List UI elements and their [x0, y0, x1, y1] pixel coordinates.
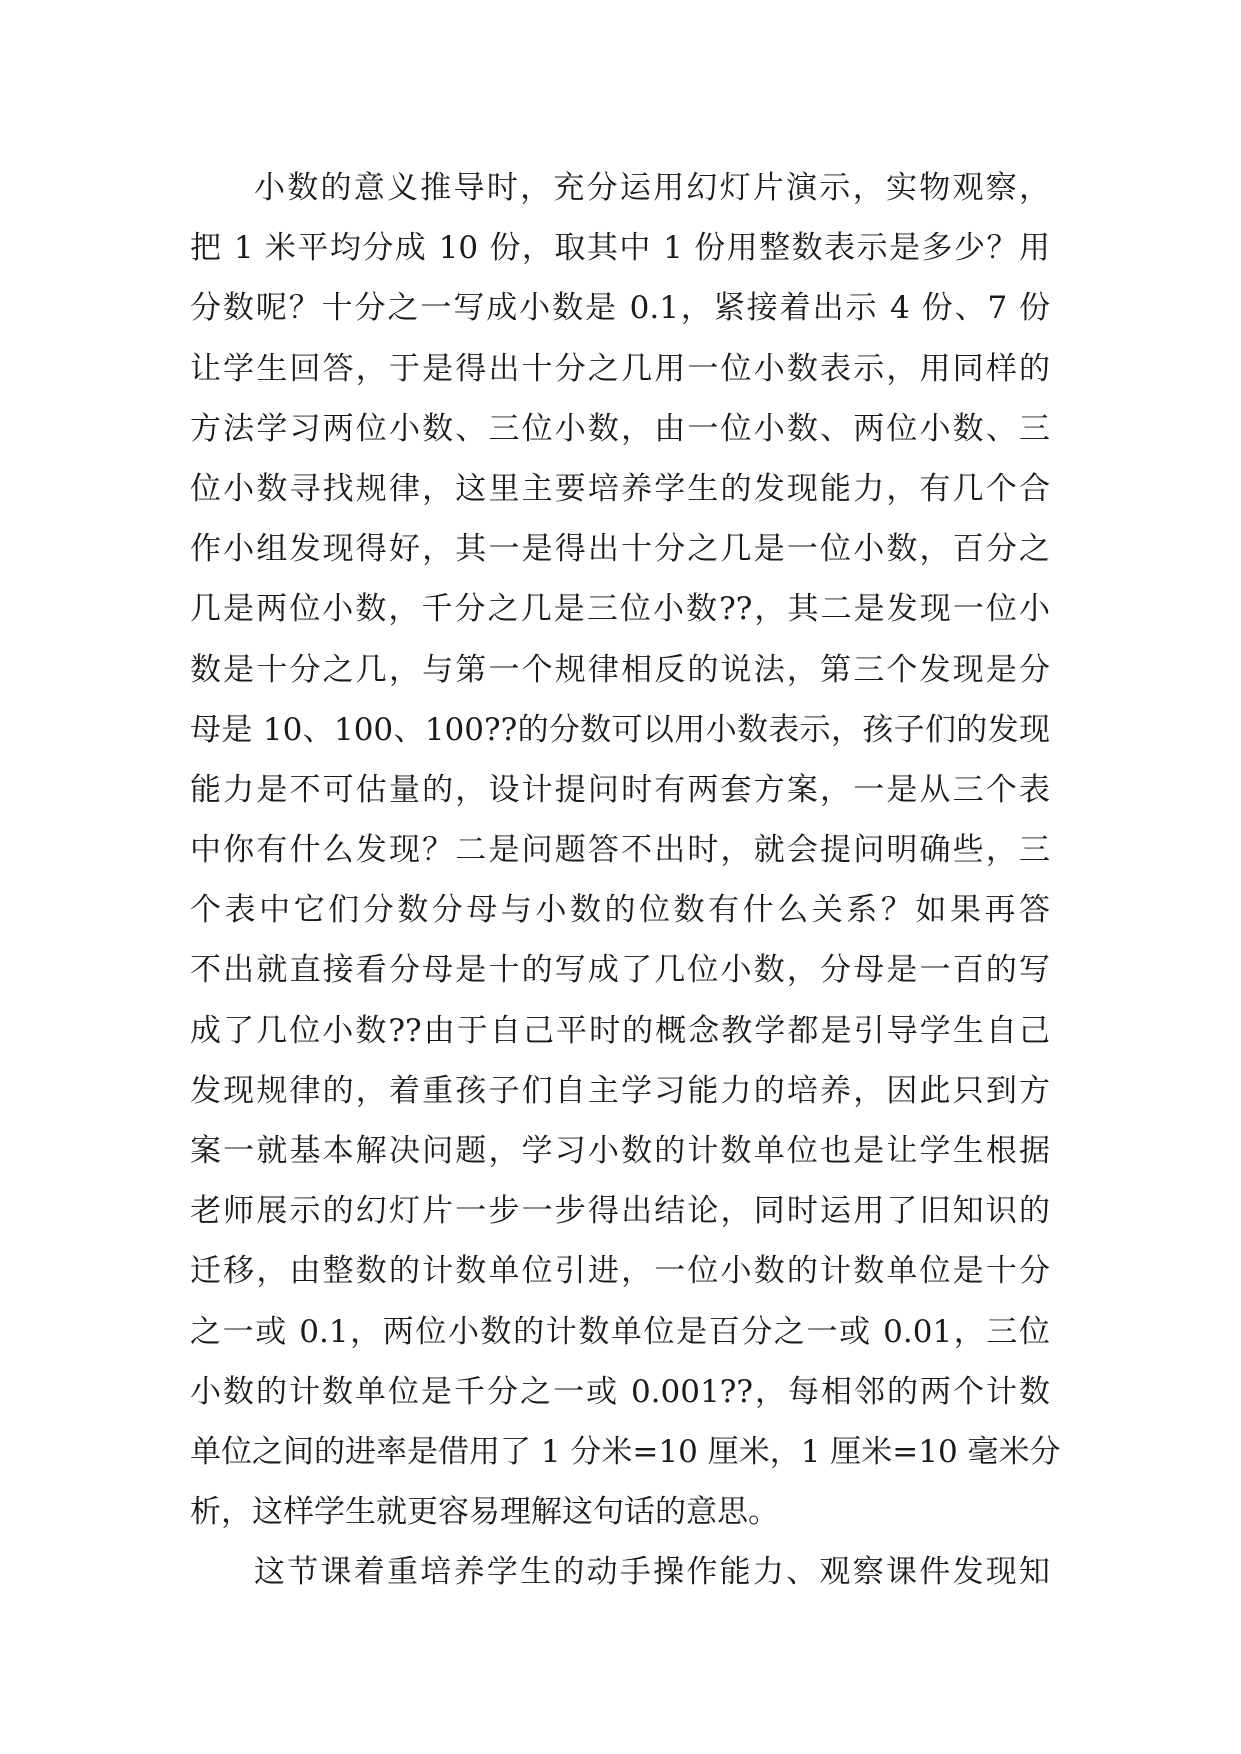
text-line: 成了几位小数??由于自己平时的概念教学都是引导学生自己	[190, 1012, 1050, 1049]
text-line: 小数的计数单位是千分之一或 0.001??，每相邻的两个计数	[190, 1373, 1050, 1410]
text-line: 小数的意义推导时，充分运用幻灯片演示，实物观察，	[254, 170, 1050, 206]
text-line: 母是 10、100、100??的分数可以用小数表示，孩子们的发现	[190, 711, 1050, 748]
text-line: 让学生回答，于是得出十分之几用一位小数表示，用同样的	[190, 350, 1050, 387]
text-line: 个表中它们分数分母与小数的位数有什么关系？如果再答	[190, 892, 1050, 929]
text-line: 能力是不可估量的，设计提问时有两套方案，一是从三个表	[190, 771, 1050, 808]
text-line: 之一或 0.1，两位小数的计数单位是百分之一或 0.01，三位	[190, 1313, 1050, 1350]
text-line: 不出就直接看分母是十的写成了几位小数，分母是一百的写	[190, 952, 1050, 989]
text-line: 方法学习两位小数、三位小数，由一位小数、两位小数、三	[190, 410, 1050, 447]
text-line: 中你有什么发现？二是问题答不出时，就会提问明确些，三	[190, 832, 1050, 869]
text-line: 迁移，由整数的计数单位引进，一位小数的计数单位是十分	[190, 1253, 1050, 1290]
text-line: 这节课着重培养学生的动手操作能力、观察课件发现知	[254, 1554, 1050, 1591]
paragraph-2	[190, 1542, 1050, 1602]
body-text	[190, 158, 1061, 1603]
text-line: 分数呢？十分之一写成小数是 0.1，紧接着出示 4 份、7 份	[190, 290, 1050, 327]
text-line: 老师展示的幻灯片一步一步得出结论，同时运用了旧知识的	[190, 1193, 1050, 1230]
text-line: 作小组发现得好，其一是得出十分之几是一位小数，百分之	[190, 531, 1050, 568]
text-line: 位小数寻找规律，这里主要培养学生的发现能力，有几个合	[190, 470, 1050, 507]
text-line: 数是十分之几，与第一个规律相反的说法，第三个发现是分	[190, 651, 1050, 688]
text-line: 单位之间的进率是借用了 1 分米=10 厘米，1 厘米=10 毫米分	[190, 1433, 1061, 1470]
text-line: 把 1 米平均分成 10 份，取其中 1 份用整数表示是多少？用	[190, 230, 1050, 267]
text-line: 案一就基本解决问题，学习小数的计数单位也是让学生根据	[190, 1133, 1050, 1169]
text-line: 析，这样学生就更容易理解这句话的意思。	[190, 1494, 779, 1531]
text-line: 发现规律的，着重孩子们自主学习能力的培养，因此只到方	[190, 1072, 1050, 1109]
text-line: 几是两位小数，千分之几是三位小数??，其二是发现一位小	[190, 591, 1050, 628]
paragraph-1	[190, 158, 1061, 1542]
